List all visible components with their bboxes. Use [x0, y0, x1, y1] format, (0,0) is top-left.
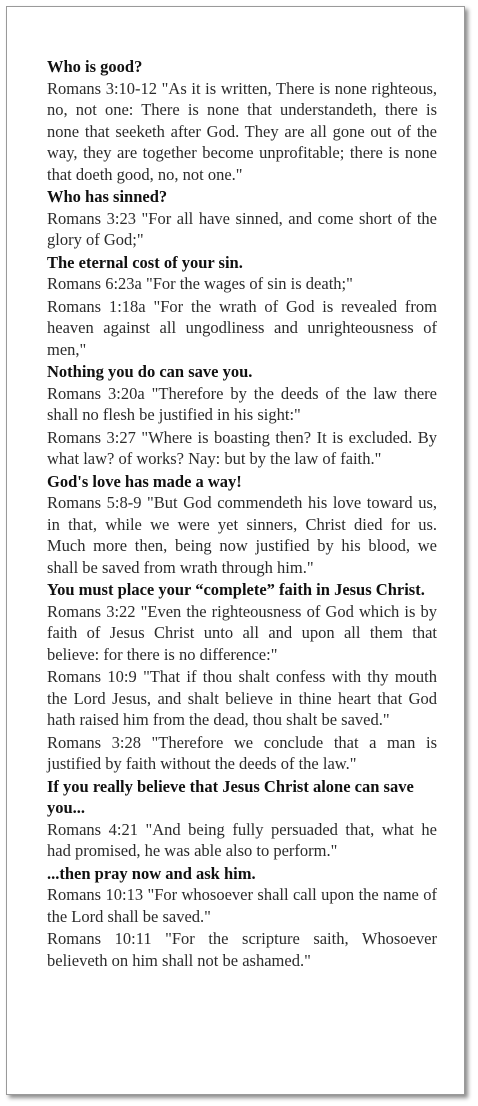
verse-text: Romans 3:20a "Therefore by the deeds of the law there shall no flesh be justified in his sight:" — [47, 383, 437, 424]
verse-text: Romans 10:9 "That if thou shalt confess with thy mouth the Lord Jesus, and shalt believe in thine heart that God hath raised him from the dead, thou shalt be saved." — [47, 667, 437, 729]
section-if-you-believe — [47, 776, 437, 862]
section-eternal-cost — [47, 252, 437, 361]
section-heading: If you really believe that Jesus Christ alone can save you... — [47, 776, 414, 817]
section-gods-love — [47, 471, 437, 579]
section-who-is-good — [47, 56, 437, 185]
section-heading: ...then pray now and ask him. — [47, 863, 256, 883]
verse-text: Romans 5:8-9 "But God commendeth his love toward us, in that, while we were yet sinners, Christ died for us. Much more then, being now justified by his blood, we shall be saved from wrath through him." — [47, 493, 437, 577]
verse-text: Romans 10:11 "For the scripture saith, Whosoever believeth on him shall not be ashamed." — [47, 929, 437, 970]
section-who-has-sinned — [47, 186, 437, 251]
verse-text: Romans 3:28 "Therefore we conclude that a man is justified by faith without the deeds of the law." — [47, 732, 437, 773]
verse-text: Romans 3:27 "Where is boasting then? It is excluded. By what law? of works? Nay: but by the law of faith." — [47, 427, 437, 468]
verse-text: Romans 10:13 "For whosoever shall call upon the name of the Lord shall be saved." — [47, 885, 437, 926]
section-nothing-can-save — [47, 361, 437, 470]
verse-text: Romans 3:10-12 "As it is written, There is none righteous, no, not one: There is none that understandeth, there is none that seeketh after God. They are all gone out of the way, they are together become unprofitable; there is none that doeth good, no, not one." — [47, 78, 437, 184]
section-heading: Nothing you do can save you. — [47, 362, 253, 381]
verse-text: Romans 3:22 "Even the righteousness of God which is by faith of Jesus Christ unto all and upon all them that believe: for there is no difference:" — [47, 601, 437, 664]
section-pray-now — [47, 863, 437, 972]
section-complete-faith — [47, 579, 437, 775]
tract-content — [47, 56, 437, 972]
tract-card — [6, 6, 465, 1095]
section-heading: Who has sinned? — [47, 187, 168, 206]
verse-text: Romans 1:18a "For the wrath of God is revealed from heaven against all ungodliness and unrighteousness of men," — [47, 296, 437, 359]
verse-text: Romans 6:23a "For the wages of sin is death;" — [47, 274, 353, 293]
section-heading: The eternal cost of your sin. — [47, 252, 243, 272]
verse-text: Romans 3:23 "For all have sinned, and come short of the glory of God;" — [47, 208, 437, 249]
section-heading: Who is good? — [47, 57, 143, 76]
verse-text: Romans 4:21 "And being fully persuaded that, what he had promised, he was able also to perform." — [47, 819, 437, 860]
section-heading: You must place your “complete” faith in Jesus Christ. — [47, 580, 425, 599]
section-heading: God's love has made a way! — [47, 471, 242, 491]
